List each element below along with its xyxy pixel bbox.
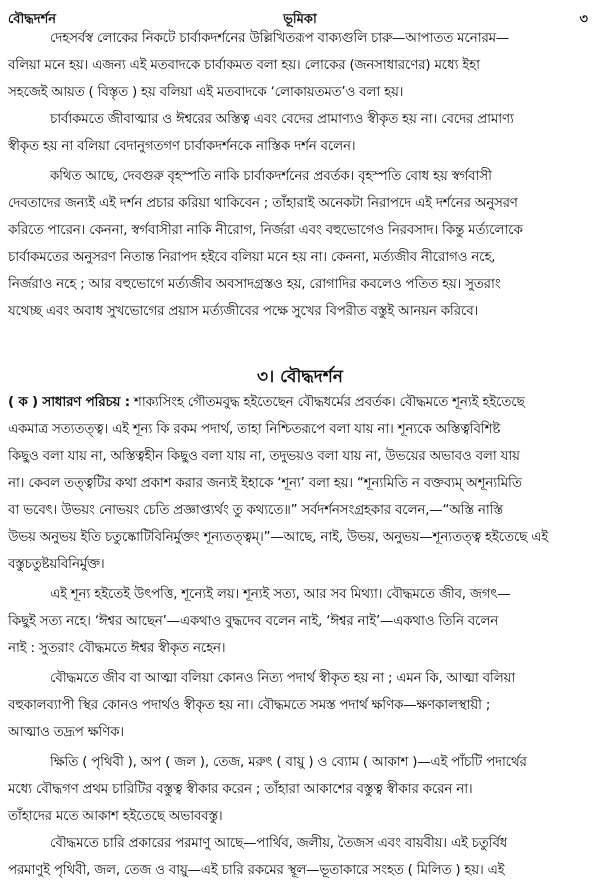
- text-line: যথেচ্ছ এবং অবাধ সুখভোগের প্রয়াস মর্ত্যজীবের পক্ষে সুখের বিপরীত বস্তুই আনয়ন করিবে।: [8, 304, 479, 319]
- text-line: বৌদ্ধমতে চারি প্রকারের পরমাণু আছে—পার্থিব, জলীয়, তৈজস এবং বায়বীয়। এই চতুর্বিধ: [50, 836, 508, 851]
- text-line: করিতে পারেন। কেননা, স্বর্গবাসীরা নাকি নীরোগ, নির্জরা এবং বহুভোগেও নিরবসাদ। কিন্তু মর্ত্যলোকে: [8, 223, 523, 238]
- text-line: একমাত্র সত্যতত্ত্ব। এই শূন্য কি রকম পদার্থ, তাহা নিশ্চিতরূপে বলা যায় না। শূন্যকে অস্তিত্ববিশিষ্ট: [8, 422, 501, 437]
- text-line: উভয় অনুভয় ইতি চতুষ্কোটিবিনির্মুক্তং শূন্যতত্ত্বম্।”—আছে, নাই, উভয়, অনুভয়—শূন্যতত্ত্ব হইতেছে এই: [8, 530, 548, 545]
- text-line: কিছুই সত্য নহে। ‘ঈশ্বর আছেন’—একথাও বুদ্ধদেব বলেন নাই, ‘ঈশ্বর নাই’—একথাও তিনি বলেন: [8, 614, 499, 629]
- text-line: দেহসর্বস্ব লোকের নিকটে চার্বাকদর্শনের উল্লিখিতরূপ বাক্যগুলি চারু—আপাতত মনোরম—: [50, 31, 510, 46]
- text-line: চার্বাকমতে জীবাত্মার ও ঈশ্বরের অস্তিত্ব এবং বেদের প্রামাণ্যও স্বীকৃত হয় না। বেদের প্রামাণ্য: [50, 112, 514, 127]
- text-line: বা ভবেৎ। উভয়ং নোভয়ং চেতি প্রজ্ঞাপ্ত্যর্থং তু কথ্যতে॥” সর্বদর্শনসংগ্রহকার বলেন,—“অস্তি নাস্তি: [8, 503, 503, 518]
- text-line: সহজেই আয়ত ( বিস্তৃত ) হয় বলিয়া এই মতবাদকে ‘লোকায়তমত’ও বলা হয়।: [8, 85, 404, 100]
- text-line: আত্মাও তদ্রূপ ক্ষণিক।: [8, 725, 124, 740]
- text-line: বৌদ্ধমতে জীব বা আত্মা বলিয়া কোনও নিত্য পদার্থ স্বীকৃত হয় না ; এমন কি, আত্মা বলিয়া: [50, 671, 516, 686]
- text-line: তাঁহাদের মতে আকাশ হইতেছে অভাববস্তু।: [8, 809, 223, 824]
- text-line: মধ্যে বৌদ্ধগণ প্রথম চারিটির বস্তুত্ব স্বীকার করেন ; তাঁহারা আকাশের বস্তুত্ব স্বীকার করেন না।: [8, 782, 473, 797]
- subsection-label: ( ক ) সাধারণ পরিচয় :: [8, 395, 130, 410]
- text-line: বলিয়া মনে হয়। এজন্য এই মতবাদকে চার্বাকমত বলা হয়। লোকের (জনসাধারণের) মধ্যে ইহা: [8, 58, 480, 73]
- page-number: ৩: [579, 12, 588, 27]
- text-line: না। কেবল তত্ত্বটির কথা প্রকাশ করার জন্যই ইহাকে ‘শূন্য’ বলা হয়। “শূন্যমিতি ন বক্তব্যম্ অশূন্যমিতি: [8, 476, 522, 491]
- section-heading: ৩। বৌদ্ধদর্শন: [257, 367, 343, 387]
- text-line: কিছুও বলা যায় না, অস্তিত্বহীন কিছুও বলা যায় না, তদুভয়ও বলা যায় না, উভয়ের অভাবও বলা যায়: [8, 449, 520, 464]
- text-line: নির্জরাও নহে ; আর বহুভোগে মর্ত্যজীব অবসাদগ্রস্তও হয়, রোগাদির কবলেও পতিত হয়। সুতরাং: [8, 277, 501, 292]
- text-line: পরমাণুই পৃথিবী, জল, তেজ ও বায়ু—এই চারি রকমের স্থূল—ভূতাকারে সংহত ( মিলিত ) হয়। এই: [8, 863, 505, 878]
- text-line: ক্ষিতি ( পৃথিবী ), অপ ( জল ), তেজ, মরুৎ ( বায়ু ) ও ব্যোম ( আকাশ )—এই পাঁচটি পদার্থের: [50, 755, 527, 770]
- text-line: এই শূন্য হইতেই উৎপত্তি, শূন্যেই লয়। শূন্যই সত্য, আর সব মিথ্যা। বৌদ্ধমতে জীব, জগৎ—: [50, 587, 511, 602]
- text-line: বস্তুচতুষ্টয়বিনির্মুক্ত।: [8, 557, 105, 572]
- text-line: দেবতাদের জন্যই এই দর্শন প্রচার করিয়া থাকিবেন ; তাঁহারাই অনেকটা নিরাপদে এই দর্শনের অনুসরণ: [8, 196, 518, 211]
- text-line: বহুকালব্যাপী স্থির কোনও পদার্থও স্বীকৃত হয় না। বৌদ্ধমতে সমস্ত পদার্থ ক্ষণিক—ক্ষণকালস্থায়ী ;: [8, 698, 491, 713]
- text-line: নাই : সুতরাং বৌদ্ধমতে ঈশ্বর স্বীকৃত নহেন।: [8, 641, 226, 656]
- text-line: ( ক ) সাধারণ পরিচয় : শাক্যসিংহ গৌতমবুদ্ধ হইতেছেন বৌদ্ধধর্মের প্রবর্তক। বৌদ্ধমতে শূন্যই হইতেছে: [8, 395, 525, 410]
- text-line: স্বীকৃত হয় না বলিয়া বেদানুগতগণ চার্বাকদর্শনকে নাস্তিক দর্শন বলেন।: [8, 139, 356, 154]
- header-section-title: ভূমিকা: [283, 12, 317, 27]
- header-chapter-title: বৌদ্ধদর্শন: [8, 12, 57, 27]
- text-line: চার্বাকমতের অনুসরণ নিতান্ত নিরাপদ হইবে বলিয়া মনে হয় না। কেননা, মর্ত্যজীব নীরোগও নহে,: [8, 250, 496, 265]
- running-header: [0, 10, 600, 30]
- text-line: কথিত আছে, দেবগুরু বৃহস্পতি নাকি চার্বাকদর্শনের প্রবর্তক। বৃহস্পতি বোধ হয় স্বর্গবাসী: [50, 169, 492, 184]
